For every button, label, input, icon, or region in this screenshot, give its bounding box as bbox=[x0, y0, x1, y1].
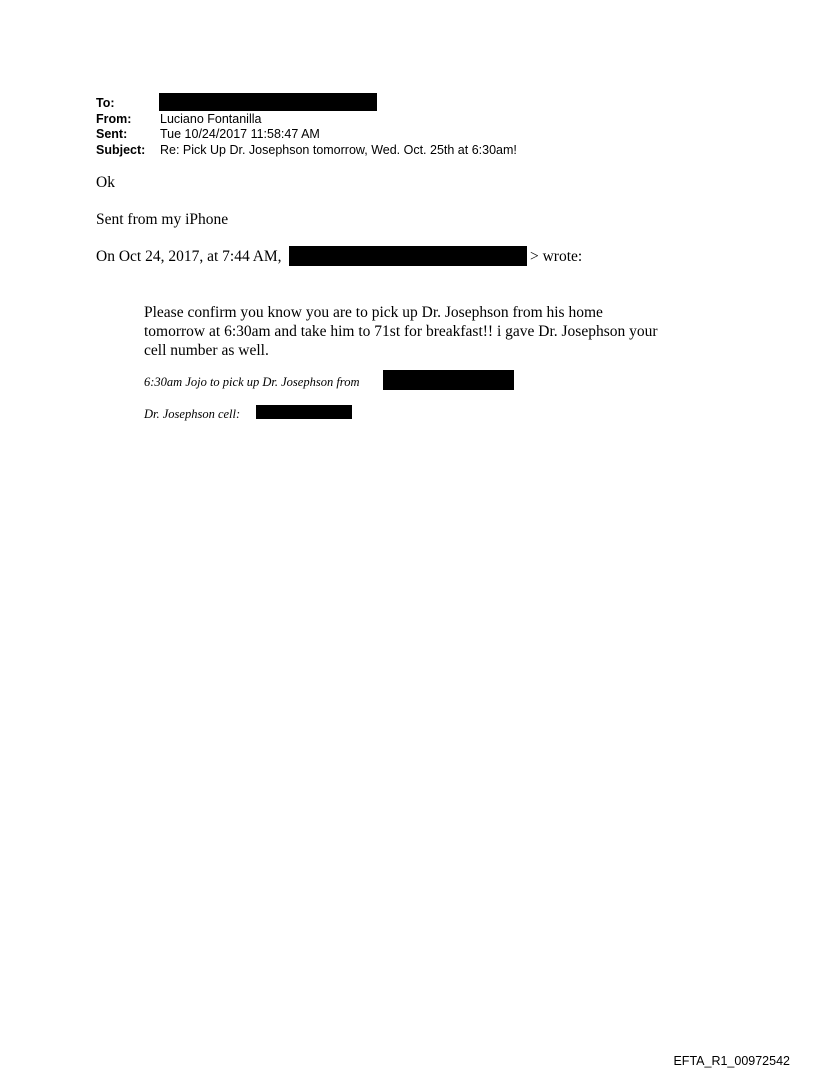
to-label: To: bbox=[96, 96, 115, 110]
reply-text: Ok bbox=[96, 174, 115, 191]
quoted-paragraph: Please confirm you know you are to pick up Dr. Josephson from his home tomorrow at 6:30am and take him to 71st for breakfast!! i gave Dr. Josephson your cell number as well. bbox=[144, 304, 658, 359]
document-id: EFTA_R1_00972542 bbox=[673, 1054, 790, 1068]
sent-label: Sent: bbox=[96, 127, 128, 141]
sender-redaction bbox=[289, 246, 527, 266]
attribution-suffix: > wrote: bbox=[530, 248, 583, 265]
to-row bbox=[96, 96, 160, 111]
subject-label: Subject: bbox=[96, 143, 146, 157]
subject-row bbox=[96, 143, 517, 158]
attribution-line bbox=[96, 248, 282, 266]
quoted-pickup-line bbox=[144, 374, 360, 390]
sent-value: Tue 10/24/2017 11:58:47 AM bbox=[160, 127, 320, 141]
cell-redaction bbox=[256, 405, 352, 419]
signature-text: Sent from my iPhone bbox=[96, 211, 229, 228]
address-redaction bbox=[383, 370, 514, 390]
cell-line-text: Dr. Josephson cell: bbox=[144, 407, 241, 421]
from-value: Luciano Fontanilla bbox=[160, 112, 262, 126]
subject-value: Re: Pick Up Dr. Josephson tomorrow, Wed. Oct. 25th at 6:30am! bbox=[160, 143, 517, 157]
pickup-line-text: 6:30am Jojo to pick up Dr. Josephson from bbox=[144, 375, 360, 389]
from-row bbox=[96, 112, 261, 127]
from-label: From: bbox=[96, 112, 132, 126]
to-redaction bbox=[159, 93, 377, 111]
quoted-cell-line bbox=[144, 406, 240, 422]
attribution-prefix: On Oct 24, 2017, at 7:44 AM, bbox=[96, 248, 282, 265]
sent-row bbox=[96, 127, 320, 142]
